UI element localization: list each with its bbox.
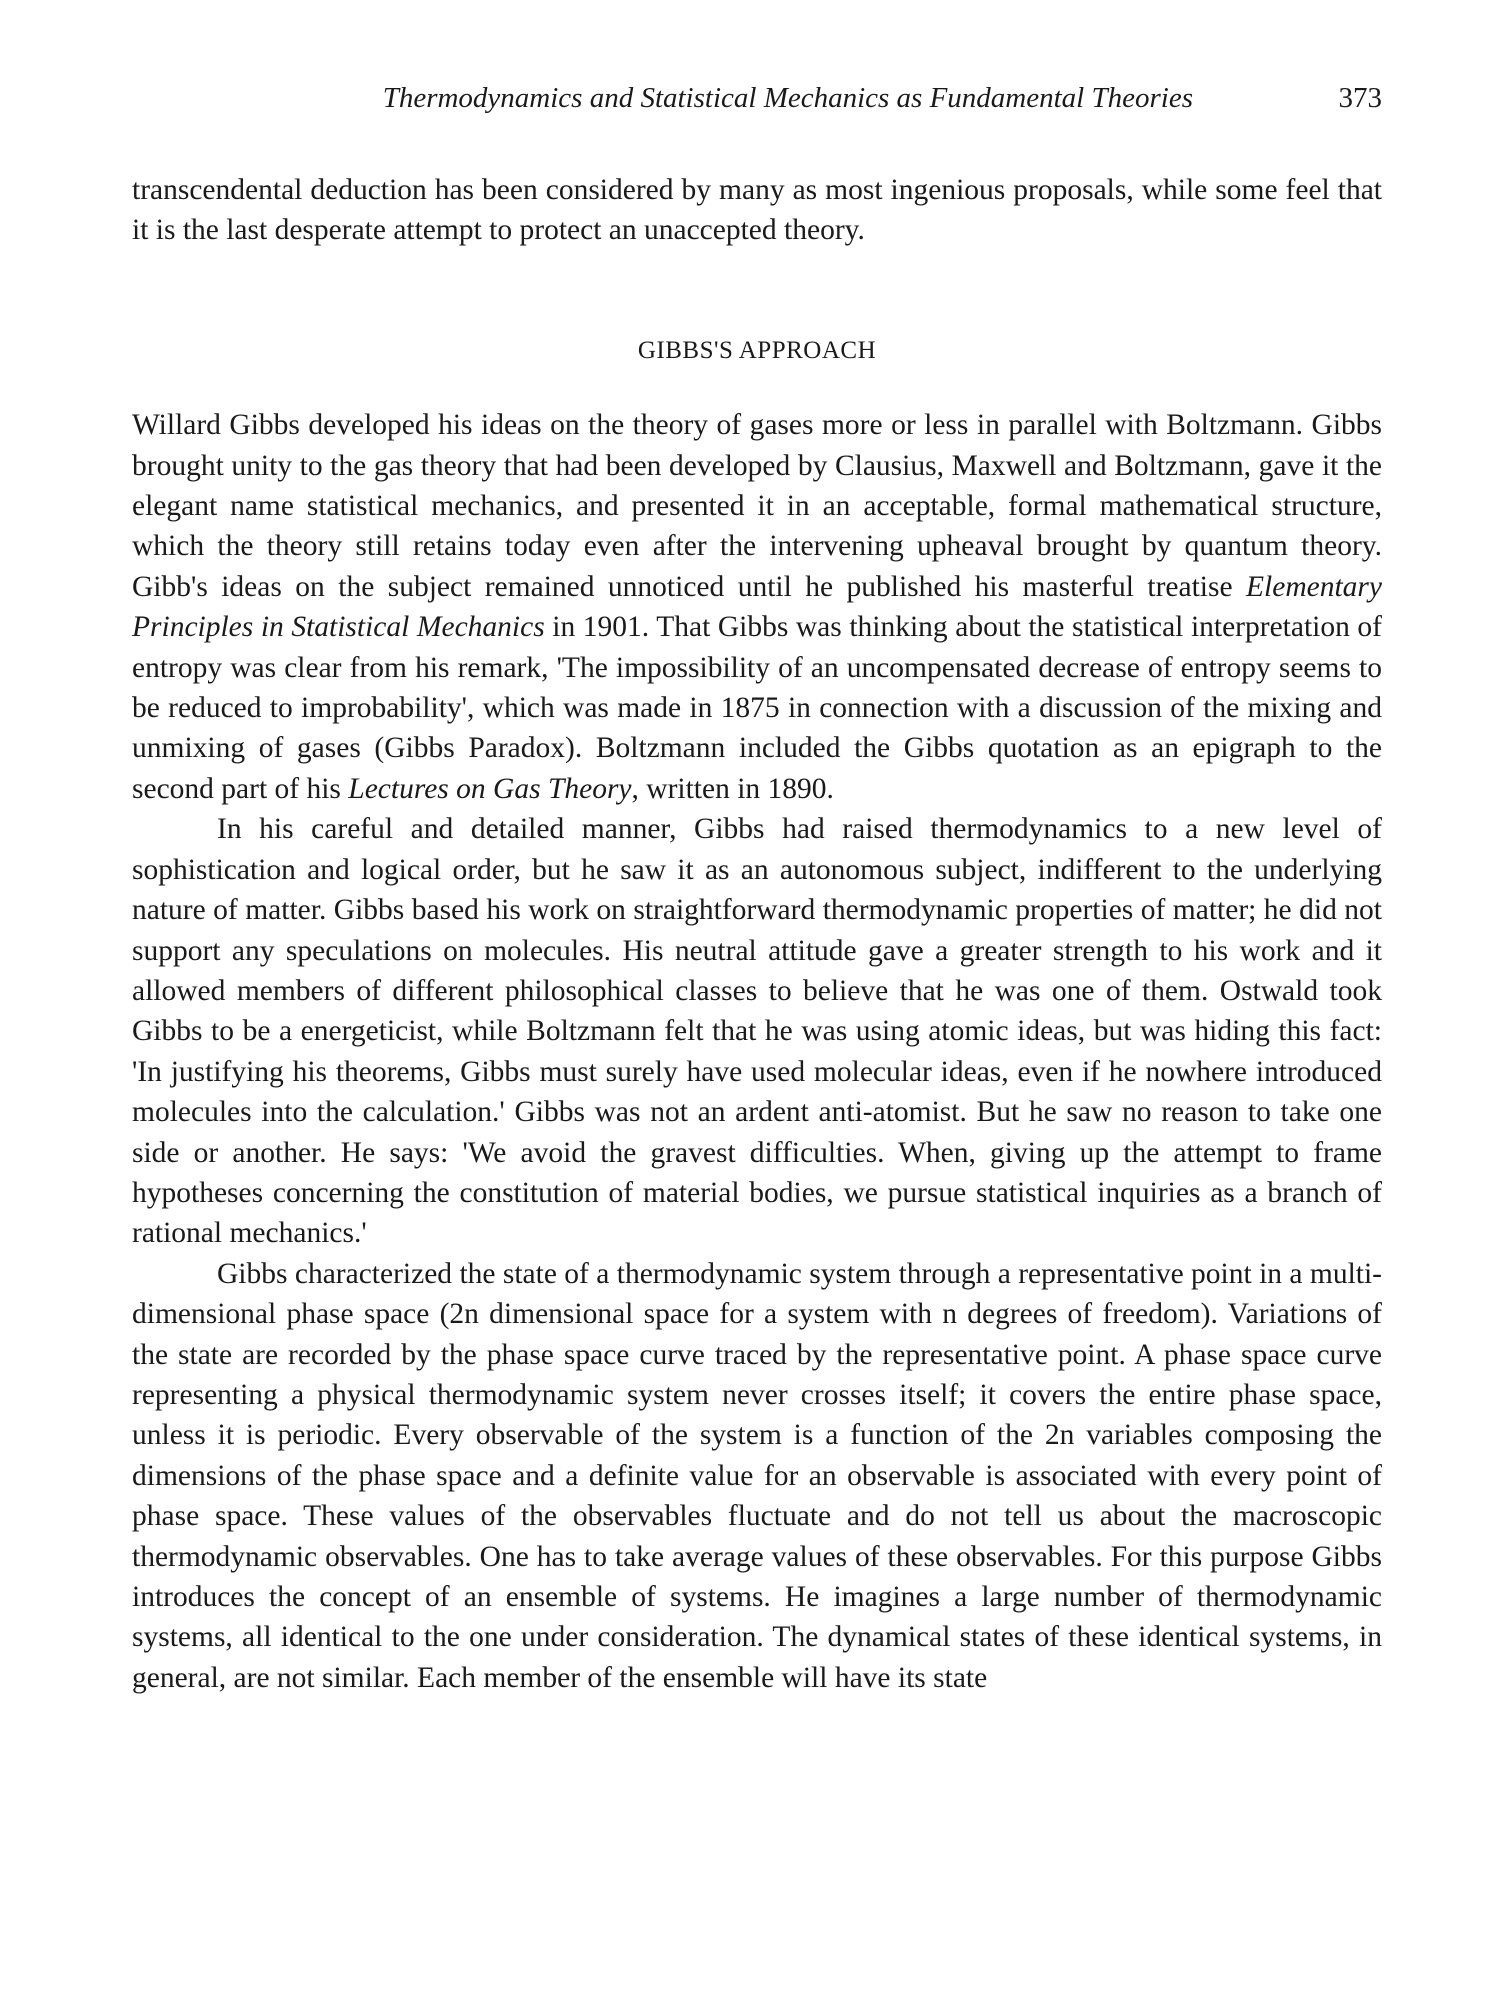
book-title-lectures-gas-theory: Lectures on Gas Theory <box>348 772 632 805</box>
paragraph-1-text-c: , written in 1890. <box>631 772 834 805</box>
carryover-paragraph: transcendental deduction has been considered by many as most ingenious proposals, while some feel that it is the last desperate attempt to protect an unaccepted theory. <box>132 174 1382 247</box>
running-head <box>132 82 1382 122</box>
body-text <box>132 170 1382 1698</box>
paragraph-3: Gibbs characterized the state of a thermodynamic system through a representative point in a multi-dimensional phase space (2n dimensional space for a system with n degrees of freedom). Variations of the state are recorded by the phase space curve traced by the representative point. A phase space curve representing a physical thermodynamic system never crosses itself; it covers the entire phase space, unless it is periodic. Every observable of the system is a function of the 2n variables composing the dimensions of the phase space and a definite value for an observable is associated with every point of phase space. These values of the observables fluctuate and do not tell us about the macroscopic thermodynamic observables. One has to take average values of these observables. For this purpose Gibbs introduces the concept of an ensemble of systems. He imagines a large number of thermodynamic systems, all identical to the one under consideration. The dynamical states of these identical systems, in general, are not similar. Each member of the ensemble will have its state <box>132 1257 1382 1694</box>
book-title-elementary-principles: Elementary Principles in Statistical Mechanics <box>132 570 1382 644</box>
running-title: Thermodynamics and Statistical Mechanics as Fundamental Theories <box>382 82 1193 114</box>
section-heading: GIBBS'S APPROACH <box>637 336 877 364</box>
paragraph-2: In his careful and detailed manner, Gibbs had raised thermodynamics to a new level of sophistication and logical order, but he saw it as an autonomous subject, indifferent to the underlying nature of matter. Gibbs based his work on straightforward thermodynamic properties of matter; he did not support any speculations on molecules. His neutral attitude gave a greater strength to his work and it allowed members of different philosophical classes to believe that he was one of them. Ostwald took Gibbs to be a energeticist, while Boltzmann felt that he was using atomic ideas, but was hiding this fact: 'In justifying his theorems, Gibbs must surely have used molecular ideas, even if he nowhere introduced molecules into the calculation.' Gibbs was not an ardent anti-atomist. But he saw no reason to take one side or another. He says: 'We avoid the gravest difficulties. When, giving up the attempt to frame hypotheses concerning the constitution of material bodies, we pursue statistical inquiries as a branch of rational mechanics.' <box>132 813 1382 1250</box>
paragraph-1 <box>132 405 1382 809</box>
book-page <box>132 0 1382 2000</box>
paragraph-1-text-b: in 1901. That Gibbs was thinking about the statistical interpretation of entropy was clear from his remark, 'The impossibility of an uncompensated decrease of entropy seems to be reduced to improbability', which was made in 1875 in connection with a discussion of the mixing and unmixing of gases (Gibbs Paradox). Boltzmann included the Gibbs quotation as an epigraph to the second part of his <box>132 611 1382 805</box>
page-number: 373 <box>1338 82 1382 114</box>
paragraph-1-text-a: Willard Gibbs developed his ideas on the theory of gases more or less in parallel with Boltzmann. Gibbs brought unity to the gas theory that had been developed by Clausius, Maxwell and Boltzmann, gave it the elegant name statistical mechanics, and presented it in an acceptable, formal mathematical structure, which the theory still retains today even after the intervening upheaval brought by quantum theory. Gibb's ideas on the subject remained unnoticed until he published his masterful treatise <box>132 409 1382 603</box>
